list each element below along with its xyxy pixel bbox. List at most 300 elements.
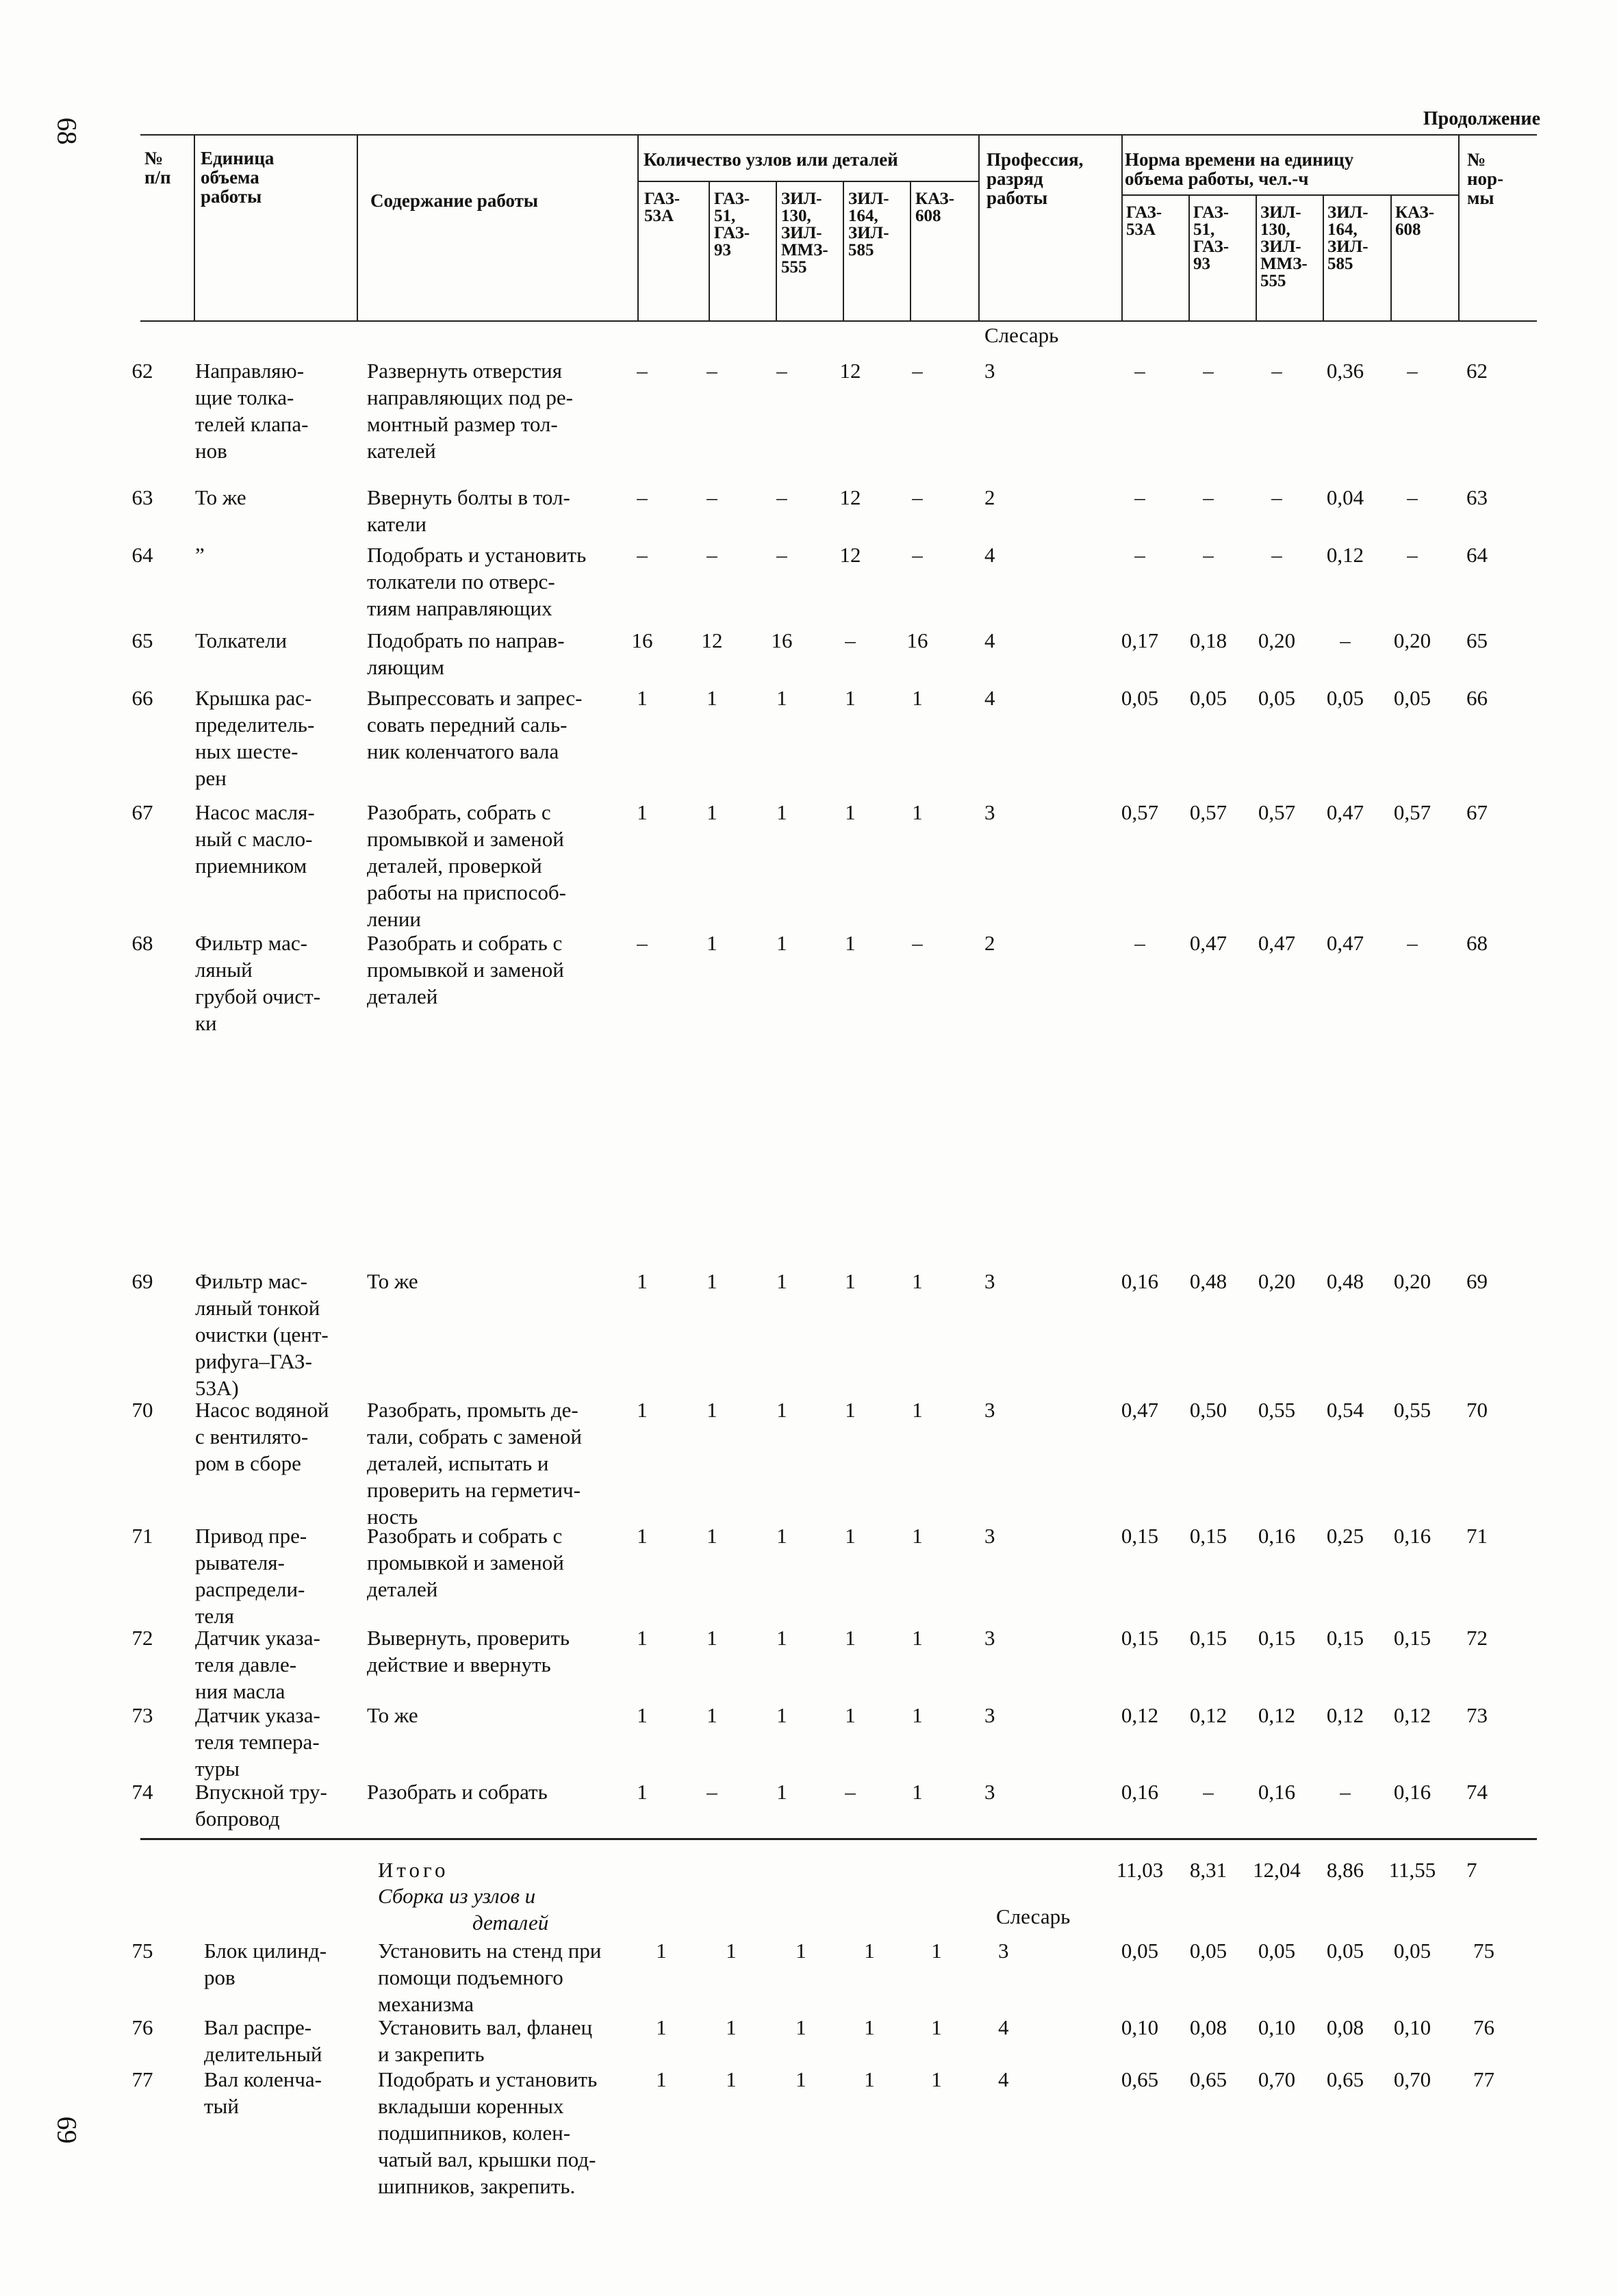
row-norm: 0,12 xyxy=(1189,1703,1227,1727)
header-model-qty: 51, xyxy=(714,207,736,225)
row-quantity: 1 xyxy=(795,2015,806,2039)
row-unit: Блок цилинд- xyxy=(204,1939,327,1963)
row-norm-number: 62 xyxy=(1466,359,1488,383)
row-unit: ния масла xyxy=(195,1679,285,1703)
header-col-norm-number: мы xyxy=(1467,188,1494,208)
row-quantity: 1 xyxy=(912,1398,923,1422)
header-model-qty: 164, xyxy=(848,207,878,225)
row-unit: делительный xyxy=(204,2042,322,2066)
row-content: Подобрать и установить xyxy=(378,2067,598,2091)
row-norm: 0,12 xyxy=(1326,1703,1364,1727)
row-content: Установить вал, фланец xyxy=(378,2015,593,2039)
row-norm-number: 66 xyxy=(1466,686,1488,710)
row-norm: 0,15 xyxy=(1121,1626,1159,1650)
row-content: То же xyxy=(367,1269,418,1293)
row-profession-title: Слесарь xyxy=(984,323,1059,347)
row-norm-number: 74 xyxy=(1466,1780,1488,1804)
row-quantity: – xyxy=(637,543,648,567)
row-content: и закрепить xyxy=(378,2042,485,2066)
row-norm: 0,16 xyxy=(1393,1780,1431,1804)
header-model-norm: ГАЗ- xyxy=(1193,238,1230,256)
row-content: То же xyxy=(367,1703,418,1727)
row-unit: телей клапа- xyxy=(195,412,309,436)
header-model-qty: ЗИЛ- xyxy=(848,190,889,208)
header-model-norm: 585 xyxy=(1327,255,1353,273)
row-quantity: 1 xyxy=(726,2015,737,2039)
row-content: промывкой и заменой xyxy=(367,1551,564,1574)
row-unit: туры xyxy=(195,1757,240,1781)
row-norm: 0,10 xyxy=(1121,2015,1159,2039)
row-norm: – xyxy=(1407,543,1418,567)
row-unit: Привод пре- xyxy=(195,1524,307,1548)
header-model-qty: ММЗ- xyxy=(781,241,828,259)
row-content: лении xyxy=(367,907,421,931)
row-norm: 0,47 xyxy=(1258,931,1296,955)
row-content: действие и ввернуть xyxy=(367,1653,551,1676)
row-content: механизма xyxy=(378,1992,474,2016)
header-rule xyxy=(1121,194,1458,196)
row-quantity: – xyxy=(706,1780,717,1804)
row-unit: очистки (цент- xyxy=(195,1323,329,1347)
row-content: совать передний саль- xyxy=(367,713,568,737)
row-quantity: – xyxy=(637,485,648,509)
row-profession-grade: 4 xyxy=(984,543,995,567)
header-col-content: Содержание работы xyxy=(370,190,538,211)
row-quantity: 16 xyxy=(906,628,928,652)
row-number: 71 xyxy=(131,1524,153,1548)
row-profession-grade: 3 xyxy=(984,1524,995,1548)
row-quantity: 1 xyxy=(795,2067,806,2091)
row-unit: рен xyxy=(195,766,227,790)
row-norm: 0,15 xyxy=(1189,1626,1227,1650)
header-model-norm: ЗИЛ- xyxy=(1327,203,1368,222)
total-value: 8,86 xyxy=(1326,1858,1364,1882)
row-quantity: 1 xyxy=(776,800,787,824)
row-number: 77 xyxy=(131,2067,153,2091)
row-quantity: – xyxy=(912,931,923,955)
header-col-unit: работы xyxy=(201,186,262,207)
row-norm: 0,05 xyxy=(1189,686,1227,710)
row-quantity: 1 xyxy=(656,2015,667,2039)
row-norm: 0,54 xyxy=(1326,1398,1364,1422)
row-quantity: 1 xyxy=(931,2067,942,2091)
row-norm: 0,10 xyxy=(1258,2015,1296,2039)
header-col-norm-number: № xyxy=(1467,149,1486,170)
row-unit: Датчик указа- xyxy=(195,1703,320,1727)
row-content: проверить на герметич- xyxy=(367,1478,581,1502)
row-norm: – xyxy=(1134,543,1145,567)
row-quantity: 1 xyxy=(726,2067,737,2091)
header-rule xyxy=(709,181,710,320)
row-unit: рывателя- xyxy=(195,1551,285,1574)
row-profession-grade: 2 xyxy=(984,931,995,955)
row-content: ляющим xyxy=(367,655,444,679)
row-norm: 0,20 xyxy=(1258,1269,1296,1293)
row-norm: 0,57 xyxy=(1189,800,1227,824)
row-unit: приемником xyxy=(195,854,307,878)
row-profession-grade: 2 xyxy=(984,485,995,509)
row-norm: 0,15 xyxy=(1393,1626,1431,1650)
row-quantity: 1 xyxy=(776,1524,787,1548)
row-profession-grade: 3 xyxy=(984,1398,995,1422)
row-content: Развернуть отверстия xyxy=(367,359,562,383)
row-norm: 0,12 xyxy=(1393,1703,1431,1727)
row-norm: 0,36 xyxy=(1326,359,1364,383)
row-norm: 0,70 xyxy=(1258,2067,1296,2091)
row-unit: бопровод xyxy=(195,1807,280,1831)
header-col-profession: работы xyxy=(986,188,1048,208)
row-quantity: 1 xyxy=(656,1939,667,1963)
row-quantity: 1 xyxy=(776,1398,787,1422)
row-quantity: – xyxy=(776,485,787,509)
row-number: 66 xyxy=(131,686,153,710)
row-quantity: – xyxy=(845,1780,856,1804)
row-unit: Толкатели xyxy=(195,628,288,652)
row-content: катели xyxy=(367,512,426,536)
row-unit: Вал распре- xyxy=(204,2015,312,2039)
row-norm-number: 77 xyxy=(1473,2067,1494,2091)
row-quantity: 12 xyxy=(839,485,861,509)
row-unit: 53А) xyxy=(195,1376,239,1400)
header-model-norm: 608 xyxy=(1395,220,1421,239)
row-unit: Насос водяной xyxy=(195,1398,329,1422)
row-content: монтный размер тол- xyxy=(367,412,558,436)
row-profession-grade: 3 xyxy=(984,1269,995,1293)
row-content: подшипников, колен- xyxy=(378,2121,571,2145)
row-norm: 0,20 xyxy=(1393,628,1431,652)
header-model-norm: 555 xyxy=(1260,272,1286,290)
total-value: 11,03 xyxy=(1116,1858,1164,1882)
row-unit: теля темпера- xyxy=(195,1730,320,1754)
row-unit: ный с масло- xyxy=(195,827,313,851)
row-unit: теля xyxy=(195,1604,235,1628)
row-norm: 0,17 xyxy=(1121,628,1159,652)
row-content: тиям направляющих xyxy=(367,596,552,620)
row-unit: грубой очист- xyxy=(195,984,321,1008)
row-profession-grade: 4 xyxy=(998,2015,1009,2039)
section-title: Сборка из узлов и xyxy=(378,1884,536,1908)
header-model-qty: ЗИЛ- xyxy=(781,224,822,242)
continuation-label: Продолжение xyxy=(1423,108,1540,129)
row-quantity: 1 xyxy=(637,800,648,824)
row-norm: 0,16 xyxy=(1393,1524,1431,1548)
header-rule xyxy=(1256,194,1257,320)
row-norm: 0,47 xyxy=(1326,800,1364,824)
row-norm-number: 72 xyxy=(1466,1626,1488,1650)
row-profession-grade: 3 xyxy=(998,1939,1009,1963)
row-norm: 0,05 xyxy=(1121,1939,1159,1963)
row-unit: Насос масля- xyxy=(195,800,315,824)
row-content: чатый вал, крышки под- xyxy=(378,2147,596,2171)
row-content: Разобрать и собрать с xyxy=(367,931,563,955)
row-number: 68 xyxy=(131,931,153,955)
header-model-qty: ЗИЛ- xyxy=(848,224,889,242)
section-title: деталей xyxy=(472,1911,549,1935)
row-norm: 0,48 xyxy=(1326,1269,1364,1293)
row-number: 64 xyxy=(131,543,153,567)
header-model-qty: 585 xyxy=(848,241,874,259)
header-model-norm: ГАЗ- xyxy=(1193,203,1230,222)
row-quantity: 1 xyxy=(637,1269,648,1293)
row-quantity: 1 xyxy=(776,1626,787,1650)
row-profession-grade: 4 xyxy=(984,628,995,652)
row-norm: – xyxy=(1407,485,1418,509)
header-model-qty: ГАЗ- xyxy=(714,190,750,208)
row-content: тали, собрать с заменой xyxy=(367,1425,583,1449)
row-content: деталей xyxy=(367,1577,438,1601)
row-quantity: 1 xyxy=(706,1398,717,1422)
row-norm: 0,15 xyxy=(1258,1626,1296,1650)
row-unit: Впускной тру- xyxy=(195,1780,327,1804)
header-model-norm: ЗИЛ- xyxy=(1260,238,1301,256)
row-norm: – xyxy=(1203,485,1214,509)
section-profession: Слесарь xyxy=(996,1904,1071,1928)
header-model-norm: 164, xyxy=(1327,220,1358,239)
row-norm: – xyxy=(1134,485,1145,509)
row-content: Установить на стенд при xyxy=(378,1939,602,1963)
header-model-qty: 555 xyxy=(781,258,807,277)
header-model-norm: 53А xyxy=(1126,220,1156,239)
row-quantity: 1 xyxy=(706,1269,717,1293)
table-header xyxy=(140,134,1537,322)
row-number: 65 xyxy=(131,628,153,652)
row-number: 72 xyxy=(131,1626,153,1650)
row-quantity: 1 xyxy=(706,800,717,824)
row-unit: Вал коленча- xyxy=(204,2067,322,2091)
row-quantity: 1 xyxy=(706,686,717,710)
header-rule xyxy=(357,136,358,320)
row-norm: 0,15 xyxy=(1189,1524,1227,1548)
row-norm: – xyxy=(1407,931,1418,955)
header-rule xyxy=(637,181,978,182)
row-profession-grade: 3 xyxy=(984,1780,995,1804)
row-number: 69 xyxy=(131,1269,153,1293)
row-profession-grade: 4 xyxy=(998,2067,1009,2091)
row-unit: щие толка- xyxy=(195,385,294,409)
row-content: ность xyxy=(367,1505,418,1529)
row-norm: 0,20 xyxy=(1393,1269,1431,1293)
row-content: Вывернуть, проверить xyxy=(367,1626,570,1650)
row-norm: 0,57 xyxy=(1121,800,1159,824)
row-quantity: 1 xyxy=(706,1703,717,1727)
total-value: 12,04 xyxy=(1253,1858,1301,1882)
header-model-qty: ГАЗ- xyxy=(644,190,680,208)
page-number-bottom: 69 xyxy=(51,2116,83,2144)
header-model-norm: 51, xyxy=(1193,220,1215,239)
row-unit: рифуга–ГАЗ- xyxy=(195,1349,312,1373)
row-norm: 0,05 xyxy=(1121,686,1159,710)
row-quantity: 1 xyxy=(845,1524,856,1548)
row-norm: 0,05 xyxy=(1189,1939,1227,1963)
row-profession-grade: 4 xyxy=(984,686,995,710)
header-col-quantity: Количество узлов или деталей xyxy=(644,149,898,170)
row-quantity: 1 xyxy=(656,2067,667,2091)
row-quantity: 1 xyxy=(864,2067,875,2091)
row-number: 75 xyxy=(131,1939,153,1963)
row-quantity: 1 xyxy=(931,2015,942,2039)
row-content: направляющих под ре- xyxy=(367,385,573,409)
row-unit: ров xyxy=(204,1965,235,1989)
row-quantity: – xyxy=(637,359,648,383)
row-unit: пределитель- xyxy=(195,713,315,737)
header-col-no: п/п xyxy=(144,167,171,188)
row-quantity: 1 xyxy=(637,1398,648,1422)
row-norm-number: 70 xyxy=(1466,1398,1488,1422)
header-col-profession: Профессия, xyxy=(986,149,1084,170)
row-quantity: – xyxy=(912,543,923,567)
row-norm: – xyxy=(1271,543,1282,567)
row-quantity: 1 xyxy=(845,931,856,955)
row-number: 73 xyxy=(131,1703,153,1727)
row-norm: 0,05 xyxy=(1326,1939,1364,1963)
row-quantity: 1 xyxy=(637,1524,648,1548)
row-quantity: 1 xyxy=(864,1939,875,1963)
header-col-unit: Единица xyxy=(201,148,275,168)
row-norm: – xyxy=(1203,1780,1214,1804)
row-content: Разобрать, промыть де- xyxy=(367,1398,578,1422)
row-content: Ввернуть болты в тол- xyxy=(367,485,570,509)
row-quantity: 1 xyxy=(845,1703,856,1727)
row-quantity: 1 xyxy=(864,2015,875,2039)
header-model-qty: ГАЗ- xyxy=(714,224,750,242)
row-norm: 0,50 xyxy=(1189,1398,1227,1422)
row-norm: – xyxy=(1340,628,1351,652)
row-unit: То же xyxy=(195,485,246,509)
page-number-top: 68 xyxy=(51,117,83,145)
row-quantity: 1 xyxy=(637,1626,648,1650)
row-content: Разобрать, собрать с xyxy=(367,800,551,824)
header-col-no: № xyxy=(144,148,164,168)
row-quantity: 1 xyxy=(795,1939,806,1963)
row-quantity: 1 xyxy=(845,1398,856,1422)
row-norm: 0,55 xyxy=(1393,1398,1431,1422)
row-content: кателей xyxy=(367,439,436,463)
header-col-norm: объема работы, чел.-ч xyxy=(1125,168,1309,189)
row-quantity: 1 xyxy=(912,800,923,824)
row-profession-grade: 3 xyxy=(984,1703,995,1727)
row-content: толкатели по отверс- xyxy=(367,570,555,594)
row-number: 67 xyxy=(131,800,153,824)
row-norm: 0,12 xyxy=(1121,1703,1159,1727)
total-label: Итого xyxy=(378,1858,449,1882)
row-quantity: 1 xyxy=(845,800,856,824)
row-norm: – xyxy=(1407,359,1418,383)
row-quantity: 1 xyxy=(706,1626,717,1650)
header-rule xyxy=(843,181,844,320)
row-norm: – xyxy=(1271,485,1282,509)
row-unit: Датчик указа- xyxy=(195,1626,320,1650)
row-norm: 0,20 xyxy=(1258,628,1296,652)
row-quantity: 1 xyxy=(912,1780,923,1804)
row-quantity: 16 xyxy=(631,628,653,652)
row-quantity: 12 xyxy=(701,628,723,652)
header-model-qty: ЗИЛ- xyxy=(781,190,822,208)
row-unit: ляный тонкой xyxy=(195,1296,320,1320)
row-norm: 0,05 xyxy=(1258,1939,1296,1963)
row-quantity: 1 xyxy=(912,1703,923,1727)
row-norm: 0,15 xyxy=(1121,1524,1159,1548)
header-rule xyxy=(776,181,777,320)
row-norm: 0,47 xyxy=(1121,1398,1159,1422)
row-norm: 0,18 xyxy=(1189,628,1227,652)
header-model-norm: ЗИЛ- xyxy=(1327,238,1368,256)
header-model-norm: ММЗ- xyxy=(1260,255,1308,273)
total-value: 8,31 xyxy=(1189,1858,1227,1882)
row-profession-grade: 3 xyxy=(984,1626,995,1650)
row-quantity: 12 xyxy=(839,543,861,567)
row-quantity: 1 xyxy=(845,1269,856,1293)
row-norm: 0,16 xyxy=(1121,1780,1159,1804)
header-rule xyxy=(637,136,639,320)
row-norm: – xyxy=(1134,359,1145,383)
row-unit: Фильтр мас- xyxy=(195,931,307,955)
row-norm-number: 65 xyxy=(1466,628,1488,652)
row-norm: – xyxy=(1134,931,1145,955)
row-quantity: 1 xyxy=(776,686,787,710)
total-rule xyxy=(140,1838,1537,1840)
total-value: 11,55 xyxy=(1388,1858,1436,1882)
row-norm: 0,16 xyxy=(1258,1524,1296,1548)
row-quantity: – xyxy=(706,359,717,383)
row-unit: Направляю- xyxy=(195,359,305,383)
row-quantity: – xyxy=(706,543,717,567)
row-content: Разобрать и собрать с xyxy=(367,1524,563,1548)
row-norm: 0,47 xyxy=(1189,931,1227,955)
row-norm: 0,04 xyxy=(1326,485,1364,509)
row-unit: ных шесте- xyxy=(195,739,298,763)
row-norm: 0,05 xyxy=(1393,686,1431,710)
row-quantity: 1 xyxy=(706,931,717,955)
row-quantity: – xyxy=(637,931,648,955)
row-number: 74 xyxy=(131,1780,153,1804)
header-rule xyxy=(978,136,980,320)
row-norm: 0,55 xyxy=(1258,1398,1296,1422)
header-rule xyxy=(1458,136,1460,320)
row-norm: 0,70 xyxy=(1393,2067,1431,2091)
row-quantity: 1 xyxy=(912,686,923,710)
row-quantity: 1 xyxy=(726,1939,737,1963)
row-content: деталей, проверкой xyxy=(367,854,542,878)
row-norm: – xyxy=(1271,359,1282,383)
row-norm-number: 75 xyxy=(1473,1939,1494,1963)
header-model-qty: 53А xyxy=(644,207,674,225)
row-content: промывкой и заменой xyxy=(367,958,564,982)
row-norm: 0,65 xyxy=(1326,2067,1364,2091)
row-quantity: 1 xyxy=(912,1626,923,1650)
row-content: помощи подъемного xyxy=(378,1965,563,1989)
header-model-qty: КАЗ- xyxy=(915,190,955,208)
row-quantity: 1 xyxy=(912,1524,923,1548)
row-content: вкладыши коренных xyxy=(378,2094,564,2118)
row-unit: ” xyxy=(195,543,205,567)
row-content: Разобрать и собрать xyxy=(367,1780,548,1804)
header-model-qty: 608 xyxy=(915,207,941,225)
row-quantity: 1 xyxy=(845,1626,856,1650)
header-rule xyxy=(194,136,195,320)
row-content: ник коленчатого вала xyxy=(367,739,559,763)
row-unit: Крышка рас- xyxy=(195,686,312,710)
row-quantity: 1 xyxy=(931,1939,942,1963)
total-norm-number: 7 xyxy=(1466,1858,1477,1882)
header-rule xyxy=(1323,194,1324,320)
row-quantity: 1 xyxy=(637,1703,648,1727)
row-unit: распредели- xyxy=(195,1577,305,1601)
row-norm: 0,12 xyxy=(1326,543,1364,567)
row-unit: нов xyxy=(195,439,227,463)
row-content: Подобрать и установить xyxy=(367,543,587,567)
row-quantity: – xyxy=(912,359,923,383)
row-content: Подобрать по направ- xyxy=(367,628,565,652)
